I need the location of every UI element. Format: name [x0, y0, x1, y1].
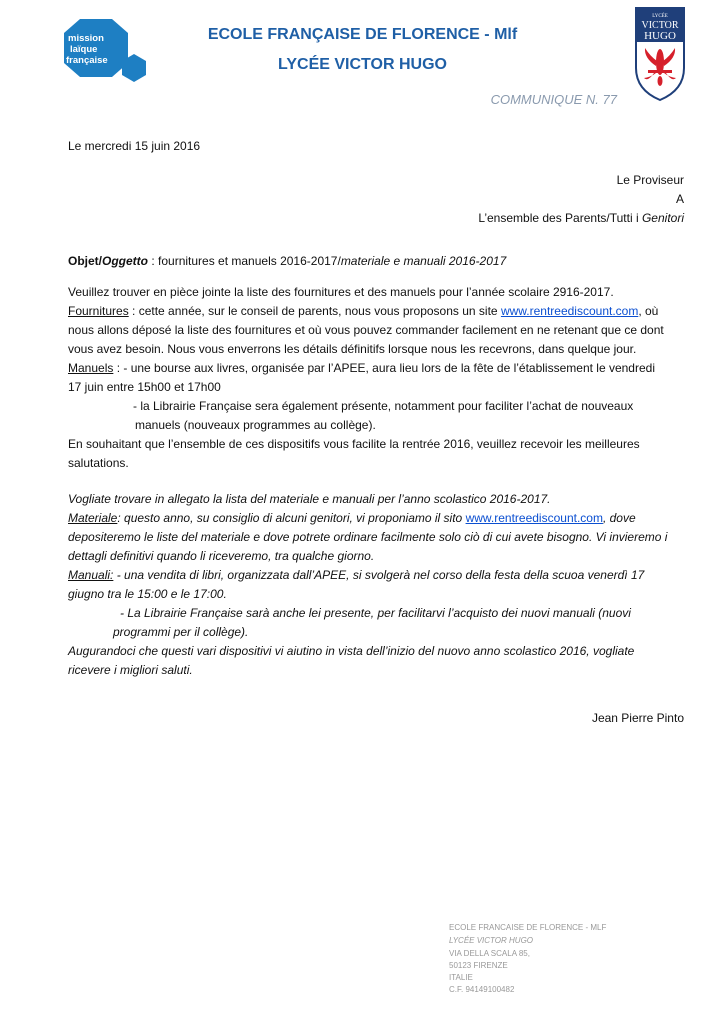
fr-line-10: salutations.: [68, 456, 129, 470]
crest-small: LYCÉE: [652, 14, 668, 19]
crest-name-2: HUGO: [644, 30, 676, 42]
fr-website-link[interactable]: www.rentreediscount.com: [500, 304, 639, 318]
subject-label-fr: Objet/: [68, 254, 103, 268]
it-line-8: programmi per il collège).: [113, 625, 249, 639]
addressee-line-3: [478, 209, 684, 228]
mission-laique-logo: [58, 17, 148, 89]
subject-text-fr: : fournitures et manuels 2016-2017/: [148, 254, 341, 268]
signature: Jean Pierre Pinto: [591, 711, 684, 725]
fr-fournitures-label: Fournitures: [68, 304, 129, 318]
it-line-4: dettagli definitivi quando li riceveremo, tra qualche giorno.: [68, 549, 375, 563]
it-line-1: Vogliate trovare in allegato la lista del materiale e manuali per l’anno scolastico 2016-2017.: [68, 492, 551, 506]
it-line-10: ricevere i migliori saluti.: [68, 663, 193, 677]
footer-line-1: ECOLE FRANCAISE DE FLORENCE - MLF: [449, 923, 607, 932]
fr-manuels-line: [68, 359, 655, 378]
fr-manuels-text: : - une bourse aux livres, organisée par l’APEE, aura lieu lors de la fête de l’établissement le vendredi: [113, 361, 655, 375]
fr-line-6: 17 juin entre 15h00 et 17h00: [68, 380, 221, 394]
fr-line-8: manuels (nouveaux programmes au collège).: [135, 418, 376, 432]
lycee-crest-icon: [634, 6, 686, 102]
logo-text-1: mission: [68, 33, 104, 44]
crest-name-1: VICTOR: [641, 20, 679, 31]
fr-line-9: En souhaitant que l’ensemble de ces dispositifs vous facilite la rentrée 2016, veuillez recevoir les meilleures: [68, 437, 640, 451]
addressee-line-1: Le Proviseur: [616, 173, 684, 187]
subject-label-it: Oggetto: [102, 254, 149, 268]
footer-line-6: C.F. 94149100482: [449, 985, 515, 994]
addressee-line-2: A: [675, 192, 684, 206]
fr-fournitures-line: [68, 302, 658, 321]
it-line-9: Augurandoci che questi vari dispositivi vi aiutino in vista dell’inizio del nuovo anno scolastico 2016, vogliate: [68, 644, 635, 658]
fr-line-3: nous allons déposé la liste des fournitures et où vous pouvez commander facilement en ne retenant que ce dont: [68, 323, 664, 337]
school-title: ECOLE FRANÇAISE DE FLORENCE - Mlf: [207, 26, 518, 43]
logo-text-2: laïque: [70, 44, 98, 55]
subject-line: [68, 252, 506, 271]
fr-manuels-label: Manuels: [68, 361, 114, 375]
fr-fournitures-text: : cette année, sur le conseil de parents, nous vous proposons un site: [128, 304, 501, 318]
fr-fournitures-end: , où: [638, 304, 659, 318]
footer-line-5: ITALIE: [449, 973, 473, 982]
addressee-prefix: L’ensemble des Parents/Tutti i: [478, 211, 642, 225]
logo-text-3: française: [66, 55, 108, 66]
subject-text-it: materiale e manuali 2016-2017: [340, 254, 507, 268]
fr-line-4: vous avez besoin. Nous vous enverrons les détails définitifs lorsque nous les recevrons, dans quelque jour.: [68, 342, 637, 356]
it-manuali-text: - una vendita di libri, organizzata dall’APEE, si svolgerà nel corso della festa della scuoa venerdì 17: [113, 568, 645, 582]
communique-number: COMMUNIQUE N. 77: [490, 92, 617, 107]
it-materiale-end: , dove: [602, 511, 636, 525]
footer-line-3: VIA DELLA SCALA 85,: [449, 949, 530, 958]
it-materiale-line: [68, 509, 636, 528]
it-line-3: depositeremo le liste del materiale e dove potrete ordinare facilmente solo ciò di cui avete bisogno. Vi invieremo i: [68, 530, 668, 544]
footer-line-2: LYCÉE VICTOR HUGO: [449, 936, 534, 945]
fr-line-7: - la Librairie Française sera également présente, notamment pour faciliter l’achat de nouveaux: [133, 399, 634, 413]
it-line-6: giugno tra le 15:00 e le 17:00.: [68, 587, 227, 601]
it-materiale-label: Materiale: [68, 511, 118, 525]
letter-date: Le mercredi 15 juin 2016: [68, 139, 201, 153]
lycee-title: LYCÉE VICTOR HUGO: [278, 56, 447, 73]
it-manuali-line: [68, 566, 644, 585]
fr-paragraph-1: Veuillez trouver en pièce jointe la liste des fournitures et des manuels pour l’année scolaire 2916-2017.: [68, 285, 614, 299]
it-materiale-text: : questo anno, su consiglio di alcuni genitori, vi proponiamo il sito: [117, 511, 466, 525]
footer-line-4: 50123 FIRENZE: [449, 961, 508, 970]
addressee-genitori: Genitori: [641, 211, 684, 225]
it-manuali-label: Manuali:: [68, 568, 114, 582]
it-line-7: - La Librairie Française sarà anche lei presente, per facilitarvi l’acquisto dei nuovi manuali (nuovi: [120, 606, 631, 620]
it-website-link[interactable]: www.rentreediscount.com: [465, 511, 603, 525]
